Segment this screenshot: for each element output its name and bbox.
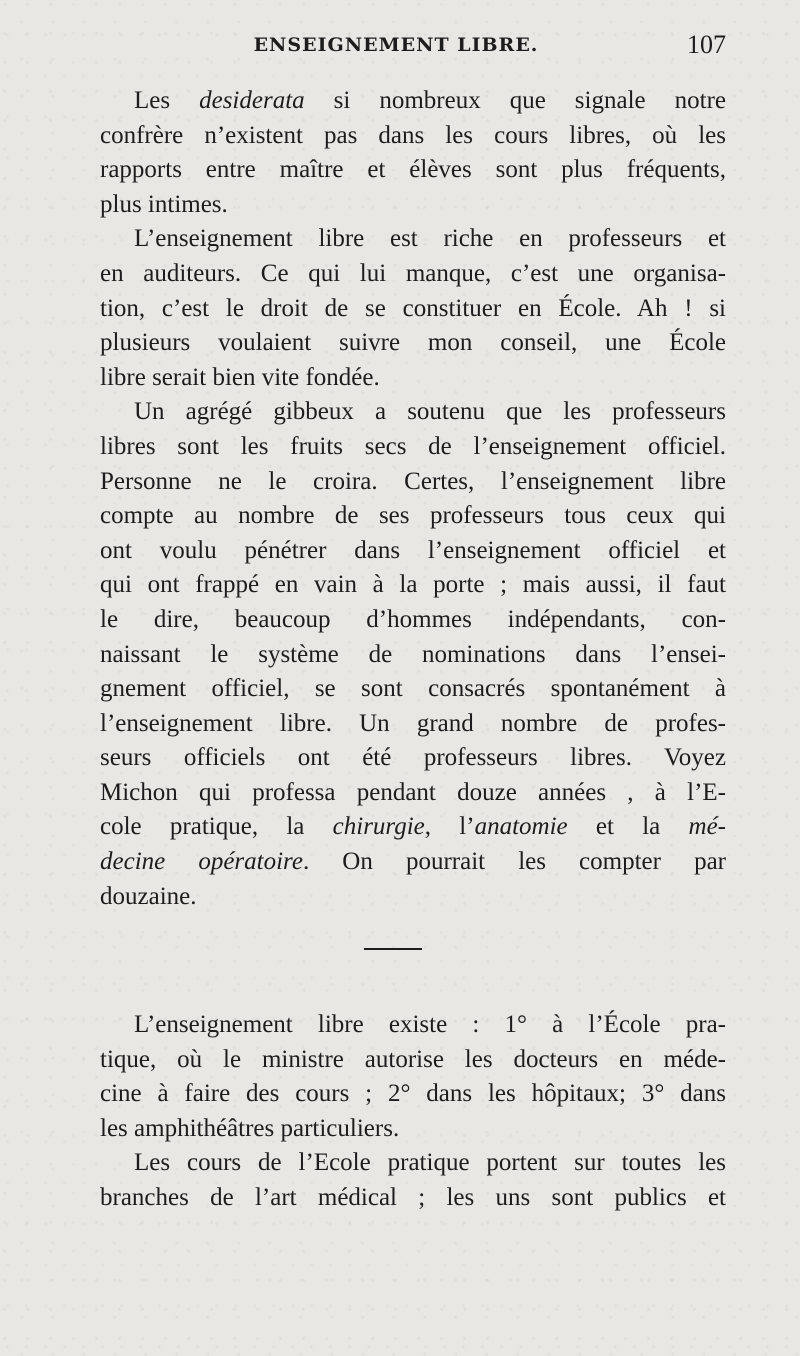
text-run: branches de l’art médical ; les uns sont publics et <box>100 1183 726 1211</box>
text-line <box>66 119 726 154</box>
text-run: plus intimes. <box>100 190 228 218</box>
running-title: ENSEIGNEMENT LIBRE. <box>253 34 539 56</box>
text-run: rapports entre maître et élèves sont plus fréquents, <box>100 156 726 184</box>
text-line <box>66 1077 726 1112</box>
text-run: L’enseignement libre est riche en professeurs et <box>134 225 726 253</box>
text-line <box>66 810 726 845</box>
page-number: 107 <box>687 30 726 59</box>
text-run: cine à faire des cours ; 2° dans les hôpitaux; 3° dans <box>100 1080 726 1108</box>
text-line <box>66 1043 726 1078</box>
text-line <box>66 707 726 742</box>
text-run: ont voulu pénétrer dans l’enseignement officiel et <box>100 536 726 564</box>
text-line <box>66 465 726 500</box>
text-block-lower <box>66 1008 726 1216</box>
text-run: cole pratique, la <box>100 813 333 841</box>
text-line <box>66 84 726 119</box>
text-line <box>66 395 726 430</box>
text-run: gnement officiel, se sont consacrés spontanément à <box>100 675 726 703</box>
paragraph <box>66 1146 726 1215</box>
text-run: Michon qui professa pendant douze années , à l’E- <box>100 778 726 806</box>
text-run: mé- <box>688 813 726 841</box>
text-line <box>66 638 726 673</box>
text-line <box>66 430 726 465</box>
text-run: si nombreux que signale notre <box>304 87 726 114</box>
text-run: , l’ <box>424 813 475 841</box>
text-run: Un agrégé gibbeux a soutenu que les professeurs <box>134 398 726 426</box>
text-line <box>66 534 726 569</box>
text-line <box>66 845 726 880</box>
text-line <box>66 188 726 223</box>
text-line <box>66 499 726 534</box>
text-run: seurs officiels ont été professeurs libres. Voyez <box>100 744 726 772</box>
text-run: qui ont frappé en vain à la porte ; mais aussi, il faut <box>100 571 726 599</box>
text-line <box>66 326 726 361</box>
text-run: anatomie <box>474 813 568 841</box>
text-run: Les cours de l’Ecole pratique portent sur toutes les <box>134 1149 726 1177</box>
text-line <box>66 1146 726 1181</box>
text-run: L’enseignement libre existe : 1° à l’École pra- <box>134 1011 726 1038</box>
text-run: libres sont les fruits secs de l’enseignement officiel. <box>100 432 726 460</box>
paragraph <box>66 1008 726 1146</box>
text-run: Personne ne le croira. Certes, l’enseignement libre <box>100 467 726 495</box>
text-run: . On pourrait les compter par <box>302 848 726 876</box>
text-line <box>66 672 726 707</box>
text-block-upper <box>66 84 726 914</box>
paragraph <box>66 395 726 914</box>
text-line <box>66 880 726 915</box>
text-run: tion, c’est le droit de se constituer en École. Ah ! si <box>100 294 726 322</box>
text-run: tique, où le ministre autorise les docteurs en méde- <box>100 1045 726 1073</box>
text-run: chirurgie <box>332 813 425 841</box>
paragraph <box>66 84 726 222</box>
text-run: et la <box>567 813 689 841</box>
text-line <box>66 1112 726 1147</box>
text-run: compte au nombre de ses professeurs tous ceux qui <box>100 502 726 530</box>
text-line <box>66 153 726 188</box>
text-line <box>66 292 726 327</box>
paragraph <box>66 222 726 395</box>
text-run: en auditeurs. Ce qui lui manque, c’est une organisa- <box>100 259 726 287</box>
text-run: les amphithéâtres particuliers. <box>100 1114 400 1142</box>
text-run: le dire, beaucoup d’hommes indépendants, con- <box>100 605 726 633</box>
text-line <box>66 361 726 396</box>
text-run: douzaine. <box>100 882 197 910</box>
text-line <box>66 741 726 776</box>
text-run: confrère n’existent pas dans les cours libres, où les <box>100 121 726 149</box>
text-run: l’enseignement libre. Un grand nombre de profes- <box>100 709 726 737</box>
text-line <box>66 257 726 292</box>
text-run: decine opératoire <box>100 848 303 876</box>
text-line <box>66 568 726 603</box>
text-run: libre serait bien vite fondée. <box>100 363 380 391</box>
text-run: naissant le système de nominations dans l’ensei- <box>100 640 726 668</box>
text-run: Les <box>134 87 200 114</box>
text-line <box>66 1181 726 1216</box>
text-run: desiderata <box>199 87 305 114</box>
text-line <box>66 776 726 811</box>
running-header <box>66 30 726 62</box>
text-line <box>66 222 726 257</box>
text-line <box>66 1008 726 1043</box>
text-run: plusieurs voulaient suivre mon conseil, une École <box>100 329 726 357</box>
text-line <box>66 603 726 638</box>
section-separator-rule <box>364 948 422 950</box>
